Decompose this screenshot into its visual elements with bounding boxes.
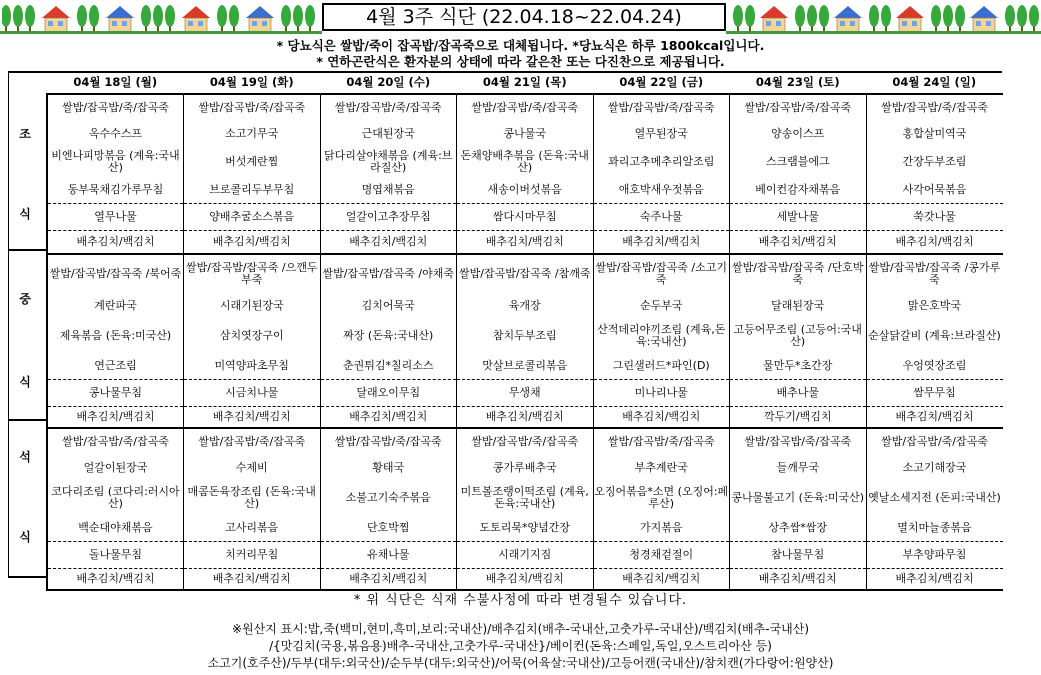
menu-cell: 배추김치/백김치 (47, 569, 184, 591)
menu-cell: 황태국 (320, 455, 457, 481)
menu-cell: 배추김치/백김치 (457, 407, 594, 429)
tree-icon (795, 5, 805, 32)
meal-column-top-border (8, 71, 48, 73)
menu-cell: 쌀밥/잡곡밥/죽/잡곡죽 (457, 94, 594, 121)
dinner-label-bottom: 식 (19, 530, 31, 544)
menu-cell: 우엉엿장조림 (866, 353, 1003, 380)
house-icon (970, 6, 998, 32)
menu-cell: 백순대야채볶음 (47, 515, 184, 542)
menu-cell: 콩나물국 (457, 121, 594, 147)
dinner-menu-row (47, 455, 1003, 481)
menu-cell: 참나물무침 (730, 542, 867, 569)
menu-cell: 배추김치/백김치 (320, 407, 457, 429)
house-icon (182, 6, 210, 32)
menu-cell: 배추김치/백김치 (184, 569, 321, 591)
dinner-menu-row (47, 569, 1003, 591)
menu-cell: 미트볼조랭이떡조림 (계육,돈육:국내산) (457, 481, 594, 515)
menu-cell: 물만두*초간장 (730, 353, 867, 380)
menu-cell: 쌀밥/잡곡밥/죽/잡곡죽 (593, 428, 730, 455)
menu-cell: 꽈리고추메추리알조림 (593, 147, 730, 177)
menu-cell: 배추김치/백김치 (457, 569, 594, 591)
menu-cell: 시금치나물 (184, 380, 321, 407)
meal-divider-1 (8, 249, 48, 251)
menu-cell: 삼치엿장구이 (184, 319, 321, 353)
diabetic-note: * 당뇨식은 쌀밥/죽이 잡곡밥/잡곡죽으로 대체됩니다. *당뇨식은 하루 1800kcal입니다. (276, 38, 765, 53)
menu-cell: 양배추굴소스볶음 (184, 204, 321, 231)
menu-cell: 참치두부조림 (457, 319, 594, 353)
dinner-menu-row (47, 542, 1003, 569)
day-header: 04월 20일 (수) (320, 71, 457, 94)
tree-icon (89, 5, 99, 32)
tree-icon (25, 5, 35, 32)
house-icon (246, 6, 274, 32)
menu-cell: 콩가루배추국 (457, 455, 594, 481)
tree-icon (881, 5, 891, 32)
menu-cell: 명엽채볶음 (320, 177, 457, 204)
menu-cell: 깍두기/백김치 (730, 407, 867, 429)
menu-cell: 쌀밥/잡곡밥/죽/잡곡죽 (47, 94, 184, 121)
menu-cell: 산적데리야끼조림 (계육,돈육:국내산) (593, 319, 730, 353)
menu-cell: 유채나물 (320, 542, 457, 569)
tree-icon (943, 5, 953, 32)
menu-cell: 맛살브로콜리볶음 (457, 353, 594, 380)
menu-cell: 쌀밥/잡곡밥/죽/잡곡죽 (320, 94, 457, 121)
menu-cell: 쌀밥/잡곡밥/잡곡죽 /으깬두부죽 (184, 254, 321, 293)
menu-cell: 춘권튀김*칠리소스 (320, 353, 457, 380)
menu-cell: 비엔나피망볶음 (계육:국내산) (47, 147, 184, 177)
lunch-menu-row (47, 380, 1003, 407)
menu-cell: 애호박새우젓볶음 (593, 177, 730, 204)
tree-icon (141, 5, 151, 32)
menu-cell: 돌나물무침 (47, 542, 184, 569)
tree-icon (955, 5, 965, 32)
menu-cell: 배추김치/백김치 (866, 407, 1003, 429)
menu-cell: 계란파국 (47, 293, 184, 319)
menu-cell: 쌀밥/잡곡밥/잡곡죽 /소고기죽 (593, 254, 730, 293)
menu-cell: 쌀밥/잡곡밥/잡곡죽 /북어죽 (47, 254, 184, 293)
menu-cell: 미역양파초무침 (184, 353, 321, 380)
tree-icon (217, 5, 227, 32)
menu-cell: 숙주나물 (593, 204, 730, 231)
menu-cell: 쌀밥/잡곡밥/죽/잡곡죽 (47, 428, 184, 455)
menu-cell: 쌀밥/잡곡밥/죽/잡곡죽 (184, 428, 321, 455)
menu-cell: 브로콜리두부무침 (184, 177, 321, 204)
menu-cell: 배추김치/백김치 (457, 231, 594, 255)
lunch-menu-row (47, 319, 1003, 353)
menu-cell: 배추김치/백김치 (593, 569, 730, 591)
tree-icon (807, 5, 817, 32)
menu-cell: 소불고기숙주볶음 (320, 481, 457, 515)
day-header: 04월 19일 (화) (184, 71, 321, 94)
menu-cell: 쌀밥/잡곡밥/잡곡죽 /단호박죽 (730, 254, 867, 293)
breakfast-menu-row (47, 231, 1003, 255)
menu-cell: 새송이버섯볶음 (457, 177, 594, 204)
tree-icon (293, 5, 303, 32)
menu-cell: 고등어무조림 (고등어:국내산) (730, 319, 867, 353)
menu-table (46, 71, 1003, 591)
menu-cell: 코다리조림 (코다리:러시아산) (47, 481, 184, 515)
tree-icon (305, 5, 315, 32)
day-header: 04월 24일 (일) (866, 71, 1003, 94)
menu-cell: 사각어묵볶음 (866, 177, 1003, 204)
menu-cell: 배추김치/백김치 (320, 231, 457, 255)
menu-cell: 그린샐러드*파인(D) (593, 353, 730, 380)
menu-cell: 배추김치/백김치 (730, 569, 867, 591)
day-header: 04월 22일 (금) (593, 71, 730, 94)
tree-icon (1005, 5, 1015, 32)
menu-cell: 연근조림 (47, 353, 184, 380)
menu-cell: 제육볶음 (돈육:미국산) (47, 319, 184, 353)
menu-cell: 짜장 (돈육:국내산) (320, 319, 457, 353)
menu-cell: 닭다리살야채볶음 (계육:브라질산) (320, 147, 457, 177)
breakfast-label-bottom: 식 (19, 207, 31, 221)
breakfast-menu-row (47, 204, 1003, 231)
menu-cell: 콩나물불고기 (돈육:미국산) (730, 481, 867, 515)
house-icon (760, 6, 788, 32)
menu-cell: 배추김치/백김치 (184, 407, 321, 429)
menu-cell: 달래오이무침 (320, 380, 457, 407)
menu-cell: 멸치마늘종볶음 (866, 515, 1003, 542)
menu-cell: 옛날소세지전 (돈피:국내산) (866, 481, 1003, 515)
tree-icon (229, 5, 239, 32)
menu-cell: 쌀밥/잡곡밥/죽/잡곡죽 (184, 94, 321, 121)
house-icon (896, 6, 924, 32)
menu-cell: 버섯계란찜 (184, 147, 321, 177)
lunch-menu-row (47, 254, 1003, 293)
menu-cell: 시래기된장국 (184, 293, 321, 319)
menu-cell: 쌀밥/잡곡밥/죽/잡곡죽 (457, 428, 594, 455)
meal-column-border (8, 71, 9, 577)
menu-cell: 옥수수스프 (47, 121, 184, 147)
menu-cell: 소고기무국 (184, 121, 321, 147)
menu-cell: 달래된장국 (730, 293, 867, 319)
menu-cell: 동부묵채김가루무침 (47, 177, 184, 204)
menu-cell: 근대된장국 (320, 121, 457, 147)
tree-icon (1017, 5, 1027, 32)
tree-icon (13, 5, 23, 32)
menu-cell: 부추계란국 (593, 455, 730, 481)
menu-cell: 청경채겉절이 (593, 542, 730, 569)
menu-cell: 맑은호박국 (866, 293, 1003, 319)
day-header: 04월 21일 (목) (457, 71, 594, 94)
menu-cell: 배추김치/백김치 (593, 407, 730, 429)
menu-cell: 시래기지짐 (457, 542, 594, 569)
origin-line-1: ※원산지 표시:밥,죽(백미,현미,흑미,보리:국내산)/배추김치(배추-국내산,고춧가루-국내산)/백김치(배추-국내산) (231, 622, 810, 636)
tree-icon (2, 5, 11, 32)
origin-line-3: 소고기(호주산)/두부(대두:외국산)/순두부(대두:외국산)/어묵(어육살:국내산)/고등어캔(국내산)/참치캔(가다랑어:원양산) (207, 656, 834, 670)
menu-cell: 매콤돈육장조림 (돈육:국내산) (184, 481, 321, 515)
menu-cell: 부추양파무침 (866, 542, 1003, 569)
page-title: 4월 3주 식단 (22.04.18~22.04.24) (322, 3, 726, 31)
menu-cell: 스크램블에그 (730, 147, 867, 177)
menu-cell: 세발나물 (730, 204, 867, 231)
menu-cell: 쌀밥/잡곡밥/잡곡죽 /야채죽 (320, 254, 457, 293)
ground-line-left (0, 31, 322, 34)
house-icon (834, 6, 862, 32)
tree-icon (869, 5, 879, 32)
menu-cell: 쌀밥/잡곡밥/죽/잡곡죽 (866, 94, 1003, 121)
menu-cell: 쌀밥/잡곡밥/죽/잡곡죽 (730, 428, 867, 455)
dinner-menu-row (47, 481, 1003, 515)
lunch-label-top: 중 (19, 292, 31, 306)
change-notice: * 위 식단은 식재 수불사정에 따라 변경될수 있습니다. (353, 593, 688, 608)
tree-icon (745, 5, 755, 32)
tree-icon (165, 5, 175, 32)
menu-cell: 쌈다시마무침 (457, 204, 594, 231)
menu-cell: 배추김치/백김치 (184, 231, 321, 255)
day-header: 04월 18일 (월) (47, 71, 184, 94)
menu-cell: 쌈무무침 (866, 380, 1003, 407)
menu-cell: 쌀밥/잡곡밥/죽/잡곡죽 (730, 94, 867, 121)
menu-cell: 무생채 (457, 380, 594, 407)
breakfast-label-top: 조 (19, 127, 31, 141)
menu-cell: 육개장 (457, 293, 594, 319)
menu-cell: 미나리나물 (593, 380, 730, 407)
menu-cell: 순두부국 (593, 293, 730, 319)
menu-cell: 열무나물 (47, 204, 184, 231)
menu-cell: 배추김치/백김치 (593, 231, 730, 255)
origin-line-2: /{맛김치(국용,볶음용)배추-국내산,고춧가루-국내산}/베이컨(돈육:스페일,독일,오스트리아산 등) (269, 639, 772, 653)
menu-cell: 가지볶음 (593, 515, 730, 542)
house-icon (106, 6, 134, 32)
menu-cell: 쌀밥/잡곡밥/잡곡죽 /참깨죽 (457, 254, 594, 293)
house-icon (42, 6, 70, 32)
menu-cell: 치커리무침 (184, 542, 321, 569)
meal-column-bottom-border (8, 576, 48, 578)
lunch-menu-row (47, 293, 1003, 319)
tree-icon (281, 5, 291, 32)
menu-cell: 소고기해장국 (866, 455, 1003, 481)
menu-cell: 간장두부조림 (866, 147, 1003, 177)
breakfast-menu-row (47, 147, 1003, 177)
menu-cell: 배추김치/백김치 (730, 231, 867, 255)
tree-icon (931, 5, 941, 32)
menu-cell: 고사리볶음 (184, 515, 321, 542)
tree-icon (153, 5, 163, 32)
menu-cell: 수제비 (184, 455, 321, 481)
menu-cell: 얼갈이고추장무침 (320, 204, 457, 231)
menu-cell: 베이컨감자채볶음 (730, 177, 867, 204)
ground-line-right (726, 31, 1041, 34)
menu-cell: 배추김치/백김치 (866, 569, 1003, 591)
day-header-row (47, 71, 1003, 94)
menu-cell: 쌀밥/잡곡밥/죽/잡곡죽 (866, 428, 1003, 455)
menu-cell: 쌀밥/잡곡밥/잡곡죽 /콩가루죽 (866, 254, 1003, 293)
menu-cell: 홍합살미역국 (866, 121, 1003, 147)
lunch-menu-row (47, 407, 1003, 429)
menu-cell: 배추김치/백김치 (866, 231, 1003, 255)
menu-cell: 돈채양배추볶음 (돈육:국내산) (457, 147, 594, 177)
menu-cell: 쌀밥/잡곡밥/죽/잡곡죽 (593, 94, 730, 121)
menu-cell: 양송이스프 (730, 121, 867, 147)
menu-cell: 도토리묵*양념간장 (457, 515, 594, 542)
menu-cell: 쌀밥/잡곡밥/죽/잡곡죽 (320, 428, 457, 455)
lunch-menu-row (47, 353, 1003, 380)
menu-cell: 얼갈이된장국 (47, 455, 184, 481)
breakfast-menu-row (47, 94, 1003, 121)
dinner-label-top: 석 (19, 450, 31, 464)
menu-cell: 김치어묵국 (320, 293, 457, 319)
breakfast-menu-row (47, 121, 1003, 147)
menu-cell: 콩나물무침 (47, 380, 184, 407)
menu-cell: 배추김치/백김치 (47, 407, 184, 429)
lunch-label-bottom: 식 (19, 375, 31, 389)
menu-cell: 쑥갓나물 (866, 204, 1003, 231)
dinner-menu-row (47, 515, 1003, 542)
day-header: 04월 23일 (토) (730, 71, 867, 94)
menu-cell: 배추김치/백김치 (47, 231, 184, 255)
tree-icon (733, 5, 743, 32)
tree-icon (1029, 5, 1039, 32)
menu-cell: 단호박찜 (320, 515, 457, 542)
menu-cell: 배추김치/백김치 (320, 569, 457, 591)
tree-icon (77, 5, 87, 32)
breakfast-menu-row (47, 177, 1003, 204)
menu-cell: 오징어볶음*소면 (오징어:페루산) (593, 481, 730, 515)
meal-divider-2 (8, 419, 48, 421)
dinner-menu-row (47, 428, 1003, 455)
tree-icon (819, 5, 829, 32)
menu-cell: 순살닭갈비 (계육:브라질산) (866, 319, 1003, 353)
menu-cell: 배추나물 (730, 380, 867, 407)
menu-cell: 열무된장국 (593, 121, 730, 147)
menu-cell: 들깨무국 (730, 455, 867, 481)
menu-cell: 상추쌈*쌈장 (730, 515, 867, 542)
dysphagia-note: * 연하곤란식은 환자분의 상태에 따라 갈은찬 또는 다진찬으로 제공됩니다. (316, 54, 725, 69)
